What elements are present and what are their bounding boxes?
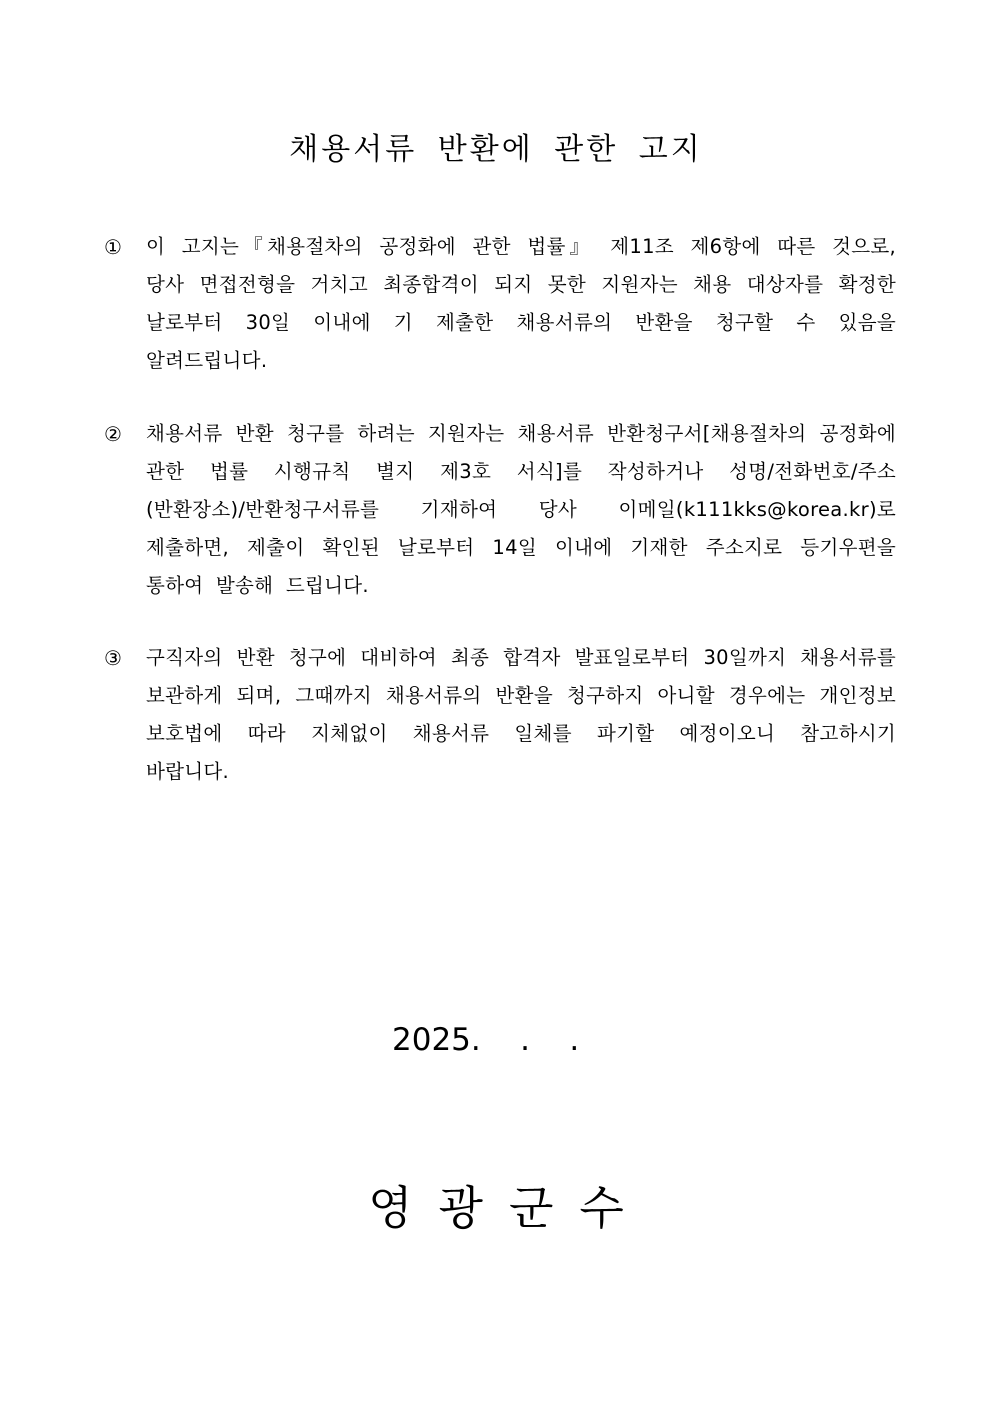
paragraph-number: ② [104,422,122,446]
document-title: 채용서류 반환에 관한 고지 [289,132,703,167]
paragraph-number: ③ [104,646,122,670]
paragraph-text: 구직자의 반환 청구에 대비하여 최종 합격자 발표일로부터 30일까지 채용서류를 보관하게 되며, 그때까지 채용서류의 반환을 청구하지 아니할 경우에는 개인정보 보호법에 따라 지체없이 채용서류 일체를 파기할 예정이오니 참고하시기 바랍니다. [146,646,896,783]
paragraph-number: ① [104,235,122,259]
paragraph-text: 이 고지는『채용절차의 공정화에 관한 법률』 제11조 제6항에 따른 것으로, 당사 면접전형을 거치고 최종합격이 되지 못한 지원자는 채용 대상자를 확정한 날로부터 30일 이내에 기 제출한 채용서류의 반환을 청구할 수 있음을 알려드립니다. [146,235,896,372]
signer-name: 영광군수 [368,1181,650,1235]
paragraph-text: 채용서류 반환 청구를 하려는 지원자는 채용서류 반환청구서[채용절차의 공정화에 관한 법률 시행규칙 별지 제3호 서식]를 작성하거나 성명/전화번호/주소(반환장소)/반환청구서류를 기재하여 당사 이메일(k111kks@korea.kr)로 제출하면, 제출이 확인된 날로부터 14일 이내에 기재한 주소지로 등기우편을 통하여 발송해 드립니다. [146,422,896,597]
notice-date: 2025. . . [392,1022,580,1058]
